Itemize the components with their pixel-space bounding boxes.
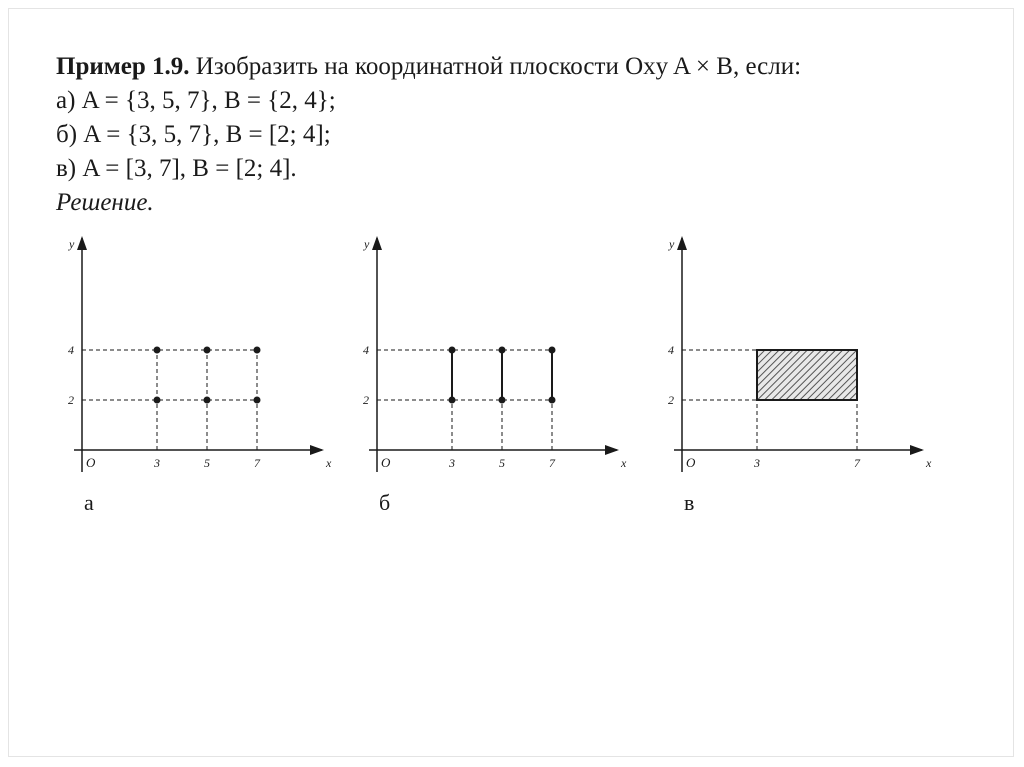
example-title: Пример 1.9. <box>56 53 190 80</box>
graph-a-y-tick-4: 4 <box>68 343 74 357</box>
graph-a-x-tick-5: 5 <box>204 456 210 470</box>
graph-c-x-tick-7: 7 <box>854 456 860 470</box>
graph-a-point-3-4 <box>154 347 161 354</box>
graph-a-point-7-4 <box>254 347 261 354</box>
graph-b-x-tick-5: 5 <box>499 456 505 470</box>
graph-c-y-axis-label: y <box>669 237 675 251</box>
graph-a-y-tick-2: 2 <box>68 393 74 407</box>
graph-a-y-axis-label: y <box>69 237 75 251</box>
graph-b-x-axis-label: x <box>621 456 627 470</box>
graph-b-y-tick-2: 2 <box>363 393 369 407</box>
solution-label: Решение. <box>56 189 154 216</box>
graph-c-y-tick-2: 2 <box>668 393 674 407</box>
graph-b-x-tick-7: 7 <box>549 456 555 470</box>
problem-statement: Изобразить на координатной плоскости Oxy A × B, если: <box>189 53 802 80</box>
graph-a-point-5-4 <box>204 347 211 354</box>
graph-a-point-7-2 <box>254 397 261 404</box>
graph-b-endpoint-3-4 <box>449 347 456 354</box>
graph-c-y-tick-4: 4 <box>668 343 674 357</box>
case-b: б) A = {3, 5, 7}, B = [2; 4]; <box>56 121 331 148</box>
graph-a-label: а <box>84 490 94 515</box>
case-c: в) A = [3, 7], B = [2; 4]. <box>56 155 297 182</box>
graph-b-x-tick-3: 3 <box>449 456 455 470</box>
graph-a-x-tick-7: 7 <box>254 456 260 470</box>
graph-b-endpoint-5-4 <box>499 347 506 354</box>
graph-c-origin-label: O <box>686 455 696 470</box>
graph-a-point-5-2 <box>204 397 211 404</box>
graph-a-x-tick-3: 3 <box>154 456 160 470</box>
graph-a <box>60 228 360 528</box>
graph-b-endpoint-7-2 <box>549 397 556 404</box>
graph-b-endpoint-5-2 <box>499 397 506 404</box>
problem-text <box>56 50 956 220</box>
graph-c-svg <box>660 228 960 528</box>
graph-c-x-tick-3: 3 <box>754 456 760 470</box>
graph-a-point-3-2 <box>154 397 161 404</box>
graph-b-label: б <box>379 490 391 515</box>
graph-b <box>355 228 655 528</box>
case-a: а) A = {3, 5, 7}, B = {2, 4}; <box>56 87 336 114</box>
graph-b-svg <box>355 228 655 528</box>
graph-c-x-axis-label: x <box>926 456 932 470</box>
graph-a-origin-label: O <box>86 455 96 470</box>
graph-b-origin-label: O <box>381 455 391 470</box>
graph-c-label: в <box>684 490 695 515</box>
graph-b-y-tick-4: 4 <box>363 343 369 357</box>
graph-a-svg <box>60 228 360 528</box>
problem-title-line <box>56 50 956 84</box>
graph-c-product-rectangle <box>757 350 857 400</box>
graph-a-x-axis-label: x <box>326 456 332 470</box>
graph-c <box>660 228 960 528</box>
graph-b-endpoint-7-4 <box>549 347 556 354</box>
graph-b-y-axis-label: y <box>364 237 370 251</box>
graph-b-endpoint-3-2 <box>449 397 456 404</box>
